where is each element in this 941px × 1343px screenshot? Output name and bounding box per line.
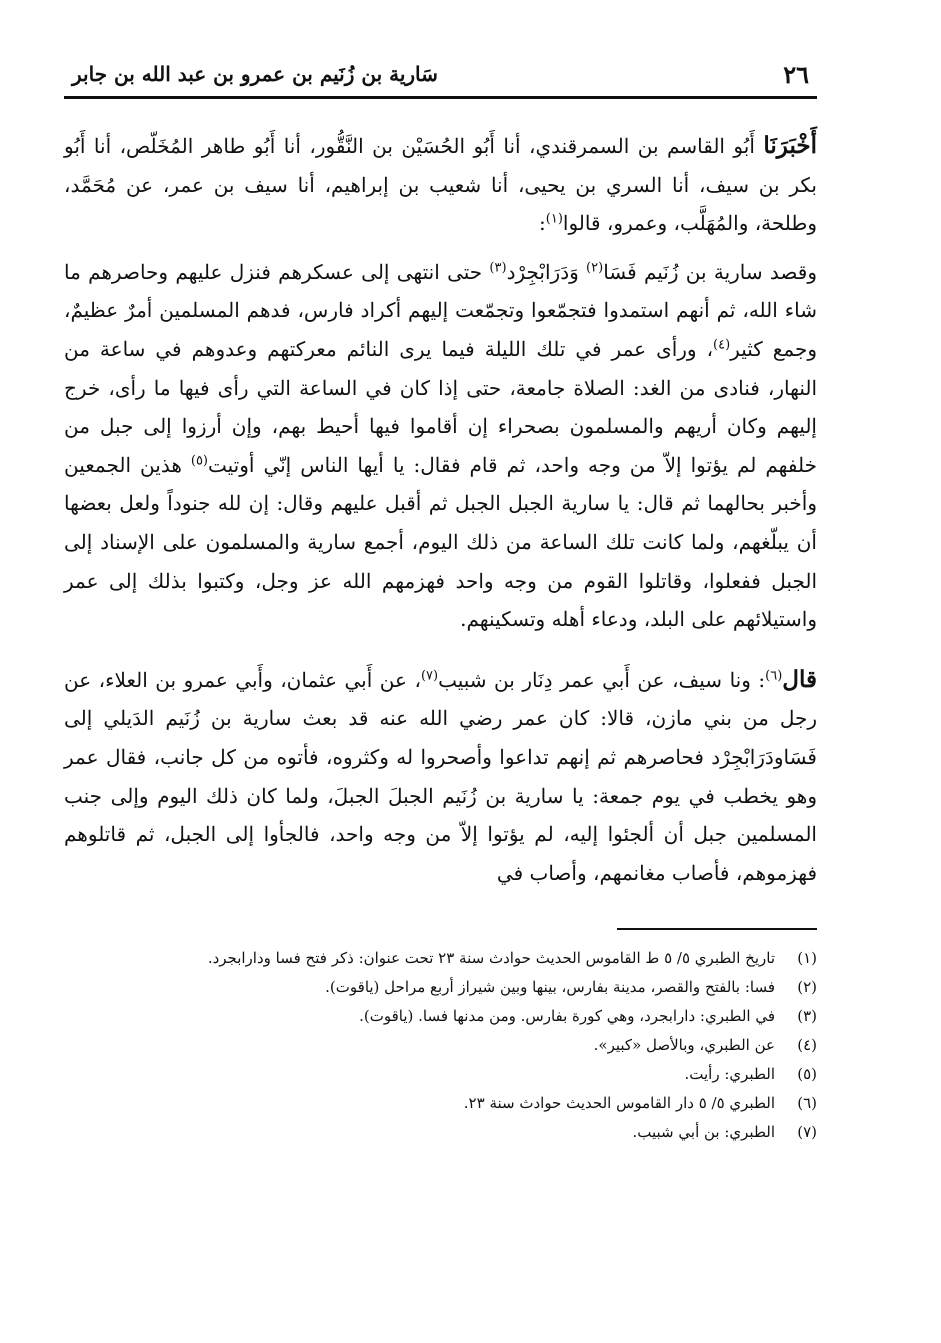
footnote-number: (٤): [797, 1036, 817, 1055]
footnote-number: (٦): [797, 1094, 817, 1113]
paragraph-text: ، ورأى عمر في تلك الليلة فيما يرى النائم معركتهم وعدوهم في ساعة من النهار، فنادى من الغد: الصلاة جامعة، حتى إذا كان في الساعة التي رأى فيها ما رأى، خرج إليهم وكان أريهم والمسلمون بصحراء إن أقاموا فيها أحيط بهم، وإن أرزوا إلى جبل من خلفهم لم يؤتوا إلاّ من وجه واحد، ثم قام فقال: يا أيها الناس إنّي أوتيت: [64, 336, 817, 477]
footnote-marker-2: (٢): [586, 260, 604, 276]
paragraph-text: وقصد سارية بن زُنَيم فَسَا: [603, 259, 817, 284]
footnote-number: (١): [797, 949, 817, 968]
footnote-item: [64, 1002, 817, 1031]
footnote-text: الطبري: رأيت.: [684, 1065, 775, 1084]
footnote-text: تاريخ الطبري ٥/ ٥ ط القاموس الحديث حوادث سنة ٢٣ تحت عنوان: ذكر فتح فسا ودارابجرد.: [207, 949, 775, 968]
paragraph-text: هذين الجمعين وأخبر بحالهما ثم قال: يا سارية الجبل الجبل ثم أقبل عليهم وقال: إن لله جنوداً ولعل بعضها أن يبلّغهم، ولما كانت تلك الساعة من ذلك اليوم، أجمع سارية والمسلمون على الإسناد إلى الجبل ففعلوا، وقاتلوا القوم من وجه واحد فهزمهم الله عز وجل، وكتبوا بذلك إلى عمر واستيلائهم على البلد، ودعاء أهله وتسكينهم.: [64, 452, 818, 632]
footnote-marker-5: (٥): [190, 453, 208, 469]
footnote-item: [64, 1118, 817, 1147]
footnote-item: [64, 1089, 817, 1118]
footnote-number: (٧): [797, 1123, 817, 1142]
footnote-text: عن الطبري، وبالأصل «كبير».: [593, 1036, 775, 1055]
book-page: [64, 52, 817, 1343]
footnote-item: [64, 973, 817, 1002]
footnote-number: (٣): [797, 1007, 817, 1026]
footnote-divider: [617, 928, 817, 930]
paragraph-text: أَبُو القاسم بن السمرقندي، أنا أَبُو الحُسَيْن بن النَّقُّور، أنا أَبُو طاهر المُخَلّص، أنا أَبُو بكر بن سيف، أنا السري بن يحيى، أنا شعيب بن إبراهيم، أنا سيف بن عمر، عن مُحَمَّد، وطلحة، والمُهَلَّب، وعمرو، قالوا: [64, 134, 817, 236]
footnotes-list: [64, 944, 817, 1147]
running-title: سَارية بن زُنَيم بن عمرو بن عبد الله بن جابر: [72, 62, 438, 86]
footnote-number: (٢): [797, 978, 817, 997]
footnote-number: (٥): [797, 1065, 817, 1084]
page-number: ٢٦: [783, 60, 809, 89]
paragraph-text: :: [539, 211, 546, 236]
footnote-item: [64, 1060, 817, 1089]
page-header: [64, 52, 817, 99]
footnote-text: الطبري: بن أبي شبيب.: [632, 1123, 775, 1142]
main-text: [64, 127, 817, 892]
footnote-marker-4: (٤): [713, 337, 731, 353]
footnote-marker-1: (١): [545, 211, 563, 227]
paragraph-lead-word: قال: [782, 665, 817, 693]
paragraph-1: [64, 127, 817, 243]
footnote-text: فسا: بالفتح والقصر، مدينة بفارس، بينها وبين شيراز أربع مراحل (ياقوت).: [325, 978, 775, 997]
paragraph-text: حتى انتهى إلى عسكرهم فنزل عليهم وحاصرهم ما شاء الله، ثم أنهم استمدوا فتجمّعوا وتجمّعت إليهم أكراد فارس، فدهم المسلمين أمرٌ عظيمٌ، وجمع كثير: [64, 259, 818, 361]
footnote-item: [64, 944, 817, 973]
paragraph-lead-word: أَخْبَرَنَا: [763, 132, 817, 159]
paragraph-text: ، عن أَبي عثمان، وأَبي عمرو بن العلاء، عن رجل من بني مازن، قالا: كان عمر رضي الله عنه قد بعث سارية بن زُنَيم الدَيلي إلى فَسَاودَرَابْجِرْد فحاصرهم ثم إنهم تداعوا وأصحروا له وكثروه، فأتوه من كل جانب، فقال عمر وهو يخطب في يوم جمعة: يا سارية بن زُنَيم الجبلَ الجبلَ، ولما كان ذلك اليوم وإلى جنب المسلمين جبل أن ألجئوا إليه، لم يؤتوا إلاّ من وجه واحد، فالجأوا إلى الجبل، ثم قاتلوهم فهزموهم، فأصاب مغانمهم، وأصاب في: [64, 667, 817, 885]
footnote-text: الطبري ٥/ ٥ دار القاموس الحديث حوادث سنة ٢٣.: [463, 1094, 775, 1113]
footnote-marker-6: (٦): [765, 668, 783, 684]
paragraph-text: : ونا سيف، عن أَبي عمر دِنَار بن شبيب: [438, 667, 766, 692]
footnote-marker-3: (٣): [489, 260, 507, 276]
footnote-item: [64, 1031, 817, 1060]
footnote-marker-7: (٧): [420, 668, 439, 684]
paragraph-2: [64, 253, 817, 639]
paragraph-3: [64, 661, 817, 893]
paragraph-text: وَدَرَابْجِرْد: [506, 259, 587, 284]
footnote-text: في الطبري: دارابجرد، وهي كورة بفارس. ومن مدنها فسا. (ياقوت).: [359, 1007, 775, 1026]
